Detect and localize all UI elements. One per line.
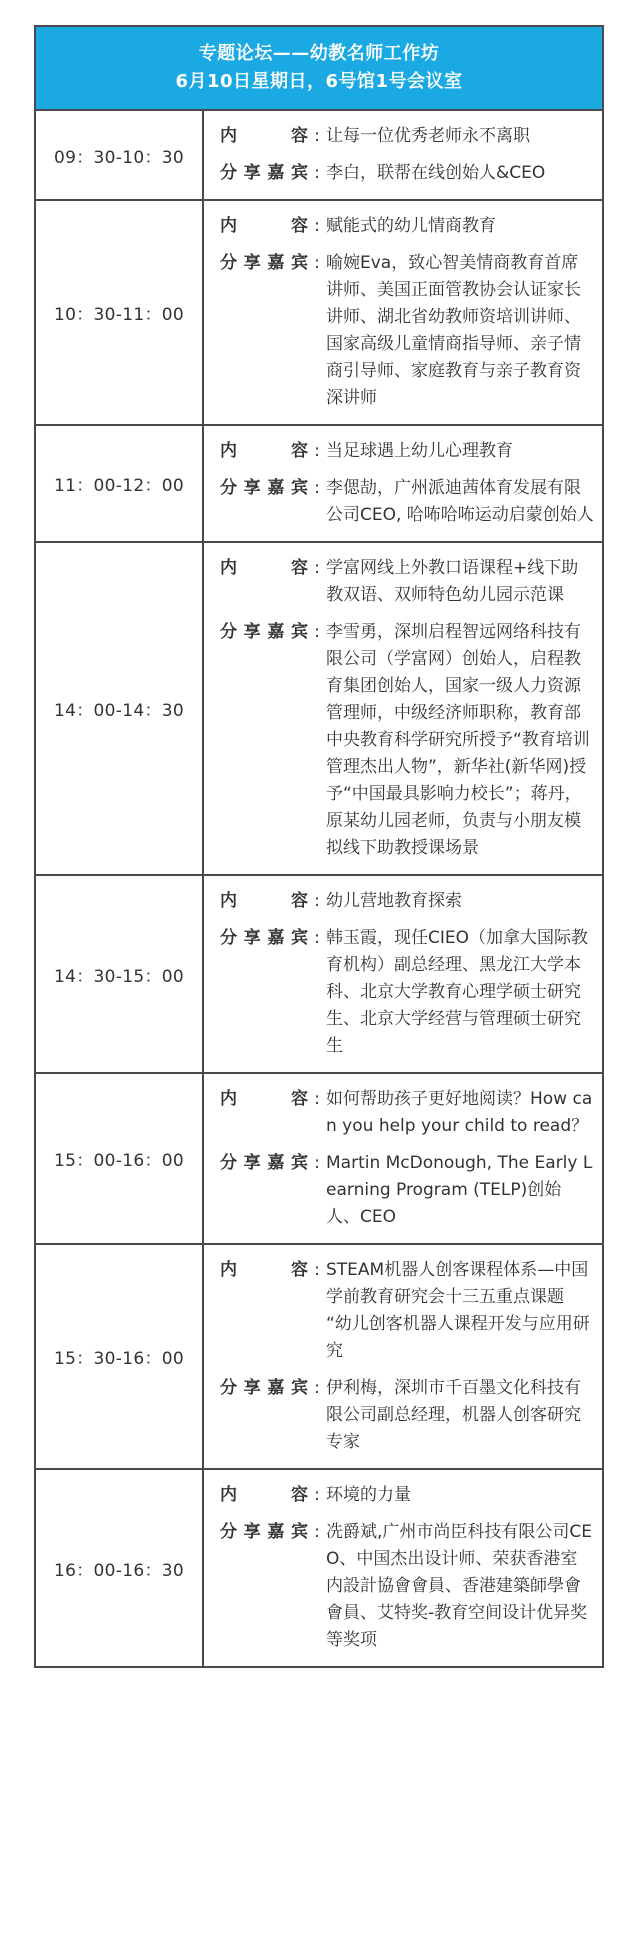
session-speaker-field: [220, 160, 602, 187]
session-time: 09：30-10：30: [36, 111, 204, 199]
session-content-field: [220, 438, 602, 465]
session-row: [36, 201, 602, 426]
label-colon: :: [314, 163, 320, 183]
session-speaker-label: 分享嘉宾: [220, 163, 308, 183]
session-content-field: [220, 1086, 602, 1140]
label-colon: :: [314, 216, 320, 236]
session-details: [204, 426, 602, 541]
session-details: [204, 1245, 602, 1468]
session-speaker-field: [220, 475, 602, 529]
label-colon: :: [314, 1522, 320, 1542]
session-content-label: 内 容: [220, 126, 308, 146]
session-content-label: 内 容: [220, 1089, 308, 1109]
session-speaker-field: [220, 250, 602, 412]
session-speaker-field: [220, 925, 602, 1060]
label-colon: :: [314, 1089, 320, 1109]
label-colon: :: [314, 253, 320, 273]
session-content-label: 内 容: [220, 216, 308, 236]
session-list: [36, 111, 602, 1666]
session-speaker-label: 分享嘉宾: [220, 478, 308, 498]
session-content-label: 内 容: [220, 441, 308, 461]
label-colon: :: [314, 441, 320, 461]
session-row: [36, 543, 602, 876]
session-content-label: 内 容: [220, 1260, 308, 1280]
session-speaker-value: 冼爵斌,广州市尚臣科技有限公司CEO、中国杰出设计师、荣获香港室内設計協會會員、香港建築師學會會員、艾特奖-教育空间设计优异奖等奖项: [326, 1522, 593, 1650]
label-colon: :: [314, 1485, 320, 1505]
label-colon: :: [314, 1260, 320, 1280]
session-content-value: 如何帮助孩子更好地阅读？How can you help your child to read？: [326, 1089, 593, 1136]
session-speaker-value: Martin McDonough, The Early Learning Program (TELP)创始人、CEO: [326, 1153, 593, 1227]
session-details: [204, 876, 602, 1072]
label-colon: :: [314, 1378, 320, 1398]
session-content-value: 让每一位优秀老师永不离职: [326, 126, 530, 146]
session-content-label: 内 容: [220, 891, 308, 911]
label-colon: :: [314, 126, 320, 146]
session-content-field: [220, 555, 602, 609]
label-colon: :: [314, 928, 320, 948]
session-content-field: [220, 1482, 602, 1509]
session-content-value: 学富网线上外教口语课程+线下助教双语、双师特色幼儿园示范课: [326, 558, 579, 605]
session-content-label: 内 容: [220, 558, 308, 578]
session-content-value: 幼儿营地教育探索: [326, 891, 462, 911]
session-speaker-value: 李白，联帮在线创始人&CEO: [326, 163, 546, 183]
schedule-header: [36, 27, 602, 111]
session-details: [204, 1074, 602, 1243]
session-time: 14：30-15：00: [36, 876, 204, 1072]
session-details: [204, 201, 602, 424]
session-speaker-value: 喻婉Eva，致心智美情商教育首席讲师、美国正面管教协会认证家长讲师、湖北省幼教师资培训讲师、国家高级儿童情商指导师、亲子情商引导师、家庭教育与亲子教育资深讲师: [326, 253, 581, 408]
session-speaker-field: [220, 1519, 602, 1654]
session-content-value: 当足球遇上幼儿心理教育: [326, 441, 513, 461]
session-speaker-field: [220, 1375, 602, 1456]
schedule-table: [34, 25, 604, 1668]
session-speaker-label: 分享嘉宾: [220, 622, 308, 642]
session-speaker-label: 分享嘉宾: [220, 1153, 308, 1173]
session-speaker-label: 分享嘉宾: [220, 1378, 308, 1398]
session-row: [36, 1245, 602, 1470]
session-details: [204, 1470, 602, 1666]
session-details: [204, 543, 602, 874]
session-speaker-label: 分享嘉宾: [220, 928, 308, 948]
session-time: 16：00-16：30: [36, 1470, 204, 1666]
session-speaker-value: 李偲劼，广州派迪茜体育发展有限公司CEO, 哈咘哈咘运动启蒙创始人: [326, 478, 594, 525]
session-speaker-value: 韩玉霞，现任CIEO（加拿大国际教育机构）副总经理、黑龙江大学本科、北京大学教育心理学硕士研究生、北京大学经营与管理硕士研究生: [326, 928, 589, 1056]
session-content-value: 环境的力量: [326, 1485, 411, 1505]
label-colon: :: [314, 558, 320, 578]
session-speaker-field: [220, 1150, 602, 1231]
session-row: [36, 111, 602, 201]
session-speaker-label: 分享嘉宾: [220, 1522, 308, 1542]
session-time: 10：30-11：00: [36, 201, 204, 424]
session-time: 14：00-14：30: [36, 543, 204, 874]
session-speaker-value: 伊利梅，深圳市千百墨文化科技有限公司副总经理，机器人创客研究专家: [326, 1378, 581, 1452]
session-row: [36, 876, 602, 1074]
label-colon: :: [314, 1153, 320, 1173]
label-colon: :: [314, 622, 320, 642]
session-time: 11：00-12：00: [36, 426, 204, 541]
session-row: [36, 1470, 602, 1666]
session-content-field: [220, 888, 602, 915]
session-time: 15：30-16：00: [36, 1245, 204, 1468]
session-row: [36, 426, 602, 543]
forum-date-location: 6月10日星期日，6号馆1号会议室: [175, 71, 463, 92]
session-details: [204, 111, 602, 199]
session-content-field: [220, 213, 602, 240]
session-content-field: [220, 123, 602, 150]
label-colon: :: [314, 478, 320, 498]
forum-title: 专题论坛——幼教名师工作坊: [198, 43, 440, 64]
session-row: [36, 1074, 602, 1245]
session-speaker-field: [220, 619, 602, 862]
session-content-label: 内 容: [220, 1485, 308, 1505]
session-speaker-value: 李雪勇，深圳启程智远网络科技有限公司（学富网）创始人，启程教育集团创始人，国家一级人力资源管理师，中级经济师职称，教育部中央教育科学研究所授予“教育培训管理杰出人物”，新华社(新华网)授予“中国最具影响力校长”；蒋丹，原某幼儿园老师，负责与小朋友模拟线下助教授课场景: [326, 622, 590, 858]
session-time: 15：00-16：00: [36, 1074, 204, 1243]
label-colon: :: [314, 891, 320, 911]
session-content-field: [220, 1257, 602, 1365]
session-speaker-label: 分享嘉宾: [220, 253, 308, 273]
session-content-value: STEAM机器人创客课程体系—中国学前教育研究会十三五重点课题 “幼儿创客机器人课程开发与应用研究: [326, 1260, 590, 1361]
session-content-value: 赋能式的幼儿情商教育: [326, 216, 496, 236]
